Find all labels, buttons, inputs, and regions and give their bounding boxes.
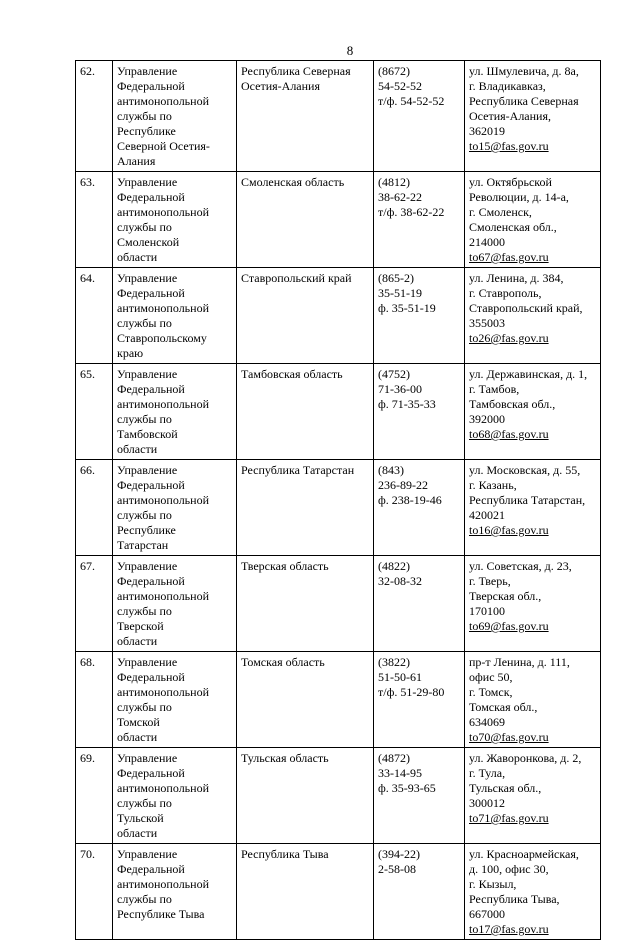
organization-name-line: службы по — [117, 109, 172, 123]
organization-name-cell — [113, 460, 237, 556]
organization-name-line: службы по — [117, 316, 172, 330]
page-number: 8 — [346, 43, 354, 58]
organization-name-line: Алания — [117, 154, 156, 168]
phone-cell — [374, 556, 465, 652]
phone-cell — [374, 364, 465, 460]
organization-name-line: Тверской — [117, 619, 164, 633]
address-line: 420021 — [469, 508, 505, 522]
organization-name-line: антимонопольной — [117, 94, 209, 108]
email-link[interactable]: to15@fas.gov.ru — [469, 139, 549, 153]
organization-name-line: краю — [117, 346, 144, 360]
region-cell — [237, 460, 374, 556]
table-row — [76, 748, 601, 844]
address-line: г. Владикавказ, — [469, 79, 546, 93]
address-line: г. Ставрополь, — [469, 286, 542, 300]
organization-name-cell — [113, 364, 237, 460]
phone-line: 71-36-00 — [378, 382, 422, 396]
phone-line: (4752) — [378, 367, 410, 381]
region-line: Республика Татарстан — [241, 463, 355, 477]
organization-name-line: Федеральной — [117, 574, 185, 588]
phone-line: 54-52-52 — [378, 79, 422, 93]
address-line: 667000 — [469, 907, 505, 921]
region-line: Республика Северная — [241, 64, 351, 78]
address-line: ул. Октябрьской — [469, 175, 552, 189]
address-line: д. 100, офис 30, — [469, 862, 549, 876]
phone-line: ф. 35-51-19 — [378, 301, 436, 315]
organization-name-line: службы по — [117, 508, 172, 522]
phone-cell — [374, 652, 465, 748]
region-cell — [237, 364, 374, 460]
phone-line: 33-14-95 — [378, 766, 422, 780]
region-line: Республика Тыва — [241, 847, 329, 861]
email-link[interactable]: to69@fas.gov.ru — [469, 619, 549, 633]
phone-line: т/ф. 54-52-52 — [378, 94, 445, 108]
organization-name-line: службы по — [117, 412, 172, 426]
organization-name-line: Республике Тыва — [117, 907, 205, 921]
address-line: г. Кызыл, — [469, 877, 517, 891]
address-line: ул. Жаворонкова, д. 2, — [469, 751, 582, 765]
phone-cell — [374, 460, 465, 556]
phone-line: т/ф. 51-29-80 — [378, 685, 445, 699]
organization-name-line: Управление — [117, 175, 178, 189]
phone-line: (3822) — [378, 655, 410, 669]
organization-name-line: Татарстан — [117, 538, 169, 552]
organization-name-cell — [113, 172, 237, 268]
organization-name-line: антимонопольной — [117, 301, 209, 315]
organization-name-cell — [113, 652, 237, 748]
phone-cell — [374, 268, 465, 364]
address-line: Тверская обл., — [469, 589, 542, 603]
row-number: 62. — [76, 61, 113, 172]
organization-name-line: Федеральной — [117, 190, 185, 204]
row-number: 67. — [76, 556, 113, 652]
address-line: г. Тверь, — [469, 574, 511, 588]
row-number: 69. — [76, 748, 113, 844]
organization-name-cell — [113, 61, 237, 172]
organization-name-line: Республике — [117, 523, 176, 537]
row-number: 68. — [76, 652, 113, 748]
region-line: Тульская область — [241, 751, 329, 765]
phone-line: ф. 71-35-33 — [378, 397, 436, 411]
phone-line: (843) — [378, 463, 404, 477]
table-row — [76, 460, 601, 556]
region-cell — [237, 844, 374, 940]
phone-line: 2-58-08 — [378, 862, 416, 876]
address-line: ул. Шмулевича, д. 8а, — [469, 64, 579, 78]
address-line: Революции, д. 14-а, — [469, 190, 569, 204]
address-line: г. Казань, — [469, 478, 517, 492]
phone-line: ф. 238-19-46 — [378, 493, 442, 507]
region-line: Тамбовская область — [241, 367, 343, 381]
organization-name-line: службы по — [117, 892, 172, 906]
organization-name-cell — [113, 844, 237, 940]
phone-line: (4872) — [378, 751, 410, 765]
address-line: 634069 — [469, 715, 505, 729]
phone-cell — [374, 61, 465, 172]
organization-name-line: области — [117, 730, 158, 744]
email-link[interactable]: to26@fas.gov.ru — [469, 331, 549, 345]
table-row — [76, 364, 601, 460]
organization-name-line: Федеральной — [117, 286, 185, 300]
phone-line: (394-22) — [378, 847, 420, 861]
organization-name-line: антимонопольной — [117, 781, 209, 795]
organization-name-line: Федеральной — [117, 79, 185, 93]
organization-name-line: службы по — [117, 220, 172, 234]
organization-name-line: Федеральной — [117, 766, 185, 780]
region-cell — [237, 748, 374, 844]
address-line: ул. Красноармейская, — [469, 847, 579, 861]
organization-name-line: Федеральной — [117, 670, 185, 684]
address-line: Республика Тыва, — [469, 892, 560, 906]
organization-name-line: антимонопольной — [117, 589, 209, 603]
table-row — [76, 172, 601, 268]
organization-name-cell — [113, 268, 237, 364]
phone-line: 38-62-22 — [378, 190, 422, 204]
phone-cell — [374, 748, 465, 844]
region-line: Томская область — [241, 655, 325, 669]
address-cell — [465, 652, 601, 748]
email-link[interactable]: to67@fas.gov.ru — [469, 250, 549, 264]
address-line: ул. Державинская, д. 1, — [469, 367, 588, 381]
organization-name-line: Ставропольскому — [117, 331, 207, 345]
organization-name-line: Тульской — [117, 811, 164, 825]
organization-name-line: области — [117, 826, 158, 840]
phone-line: 236-89-22 — [378, 478, 428, 492]
address-line: пр-т Ленина, д. 111, — [469, 655, 570, 669]
organization-name-line: антимонопольной — [117, 493, 209, 507]
region-cell — [237, 61, 374, 172]
organization-name-line: службы по — [117, 700, 172, 714]
phone-line: 32-08-32 — [378, 574, 422, 588]
region-line: Осетия-Алания — [241, 79, 320, 93]
organization-name-line: службы по — [117, 796, 172, 810]
address-line: Республика Татарстан, — [469, 493, 586, 507]
organization-name-line: Управление — [117, 367, 178, 381]
address-line: г. Тула, — [469, 766, 506, 780]
phone-line: (8672) — [378, 64, 410, 78]
organization-name-cell — [113, 748, 237, 844]
organization-name-line: Федеральной — [117, 862, 185, 876]
organization-name-line: антимонопольной — [117, 877, 209, 891]
organization-name-line: антимонопольной — [117, 397, 209, 411]
phone-line: 51-50-61 — [378, 670, 422, 684]
organization-name-line: Управление — [117, 463, 178, 477]
region-cell — [237, 268, 374, 364]
organization-name-line: Управление — [117, 847, 178, 861]
email-link[interactable]: to16@fas.gov.ru — [469, 523, 549, 537]
organization-name-line: Тамбовской — [117, 427, 178, 441]
address-line: Осетия-Алания, — [469, 109, 551, 123]
region-line: Смоленская область — [241, 175, 345, 189]
address-line: Смоленская обл., — [469, 220, 557, 234]
address-line: Томская обл., — [469, 700, 538, 714]
organization-name-line: Томской — [117, 715, 160, 729]
address-cell — [465, 844, 601, 940]
email-link[interactable]: to68@fas.gov.ru — [469, 427, 549, 441]
organization-name-line: Северной Осетия- — [117, 139, 210, 153]
table-row — [76, 61, 601, 172]
address-cell — [465, 556, 601, 652]
phone-line: ф. 35-93-65 — [378, 781, 436, 795]
row-number: 66. — [76, 460, 113, 556]
organization-name-line: Смоленской — [117, 235, 180, 249]
address-line: Тульская обл., — [469, 781, 542, 795]
region-cell — [237, 172, 374, 268]
address-line: 214000 — [469, 235, 505, 249]
address-cell — [465, 268, 601, 364]
address-line: Ставропольский край, — [469, 301, 583, 315]
row-number: 70. — [76, 844, 113, 940]
address-line: г. Тамбов, — [469, 382, 520, 396]
row-number: 64. — [76, 268, 113, 364]
address-line: Республика Северная — [469, 94, 579, 108]
address-line: офис 50, — [469, 670, 513, 684]
address-line: ул. Московская, д. 55, — [469, 463, 581, 477]
phone-line: (4822) — [378, 559, 410, 573]
address-line: 355003 — [469, 316, 505, 330]
address-cell — [465, 460, 601, 556]
table-row — [76, 652, 601, 748]
organization-name-line: службы по — [117, 604, 172, 618]
region-line: Ставропольский край — [241, 271, 352, 285]
region-cell — [237, 556, 374, 652]
phone-line: (865-2) — [378, 271, 414, 285]
organization-name-line: Управление — [117, 271, 178, 285]
email-link[interactable]: to71@fas.gov.ru — [469, 811, 549, 825]
phone-line: 35-51-19 — [378, 286, 422, 300]
phone-cell — [374, 172, 465, 268]
organization-name-line: области — [117, 442, 158, 456]
organization-name-line: антимонопольной — [117, 205, 209, 219]
organization-name-line: Федеральной — [117, 382, 185, 396]
organization-name-line: Федеральной — [117, 478, 185, 492]
organization-name-line: области — [117, 634, 158, 648]
table-row — [76, 556, 601, 652]
address-line: 362019 — [469, 124, 505, 138]
address-line: ул. Советская, д. 23, — [469, 559, 572, 573]
organization-name-line: Управление — [117, 64, 178, 78]
address-line: Тамбовская обл., — [469, 397, 556, 411]
organization-name-line: Управление — [117, 751, 178, 765]
organization-name-cell — [113, 556, 237, 652]
organization-name-line: антимонопольной — [117, 685, 209, 699]
table-body — [76, 61, 601, 940]
address-cell — [465, 364, 601, 460]
phone-line: (4812) — [378, 175, 410, 189]
email-link[interactable]: to70@fas.gov.ru — [469, 730, 549, 744]
region-cell — [237, 652, 374, 748]
email-link[interactable]: to17@fas.gov.ru — [469, 922, 549, 936]
address-cell — [465, 172, 601, 268]
fas-office-directory-table — [75, 60, 601, 940]
address-line: 392000 — [469, 412, 505, 426]
organization-name-line: Управление — [117, 559, 178, 573]
organization-name-line: Управление — [117, 655, 178, 669]
address-line: г. Смоленск, — [469, 205, 532, 219]
organization-name-line: области — [117, 250, 158, 264]
address-line: 300012 — [469, 796, 505, 810]
address-cell — [465, 748, 601, 844]
phone-line: т/ф. 38-62-22 — [378, 205, 445, 219]
table-row — [76, 268, 601, 364]
row-number: 65. — [76, 364, 113, 460]
address-cell — [465, 61, 601, 172]
organization-name-line: Республике — [117, 124, 176, 138]
address-line: г. Томск, — [469, 685, 513, 699]
phone-cell — [374, 844, 465, 940]
row-number: 63. — [76, 172, 113, 268]
table-row — [76, 844, 601, 940]
region-line: Тверская область — [241, 559, 329, 573]
address-line: 170100 — [469, 604, 505, 618]
address-line: ул. Ленина, д. 384, — [469, 271, 564, 285]
